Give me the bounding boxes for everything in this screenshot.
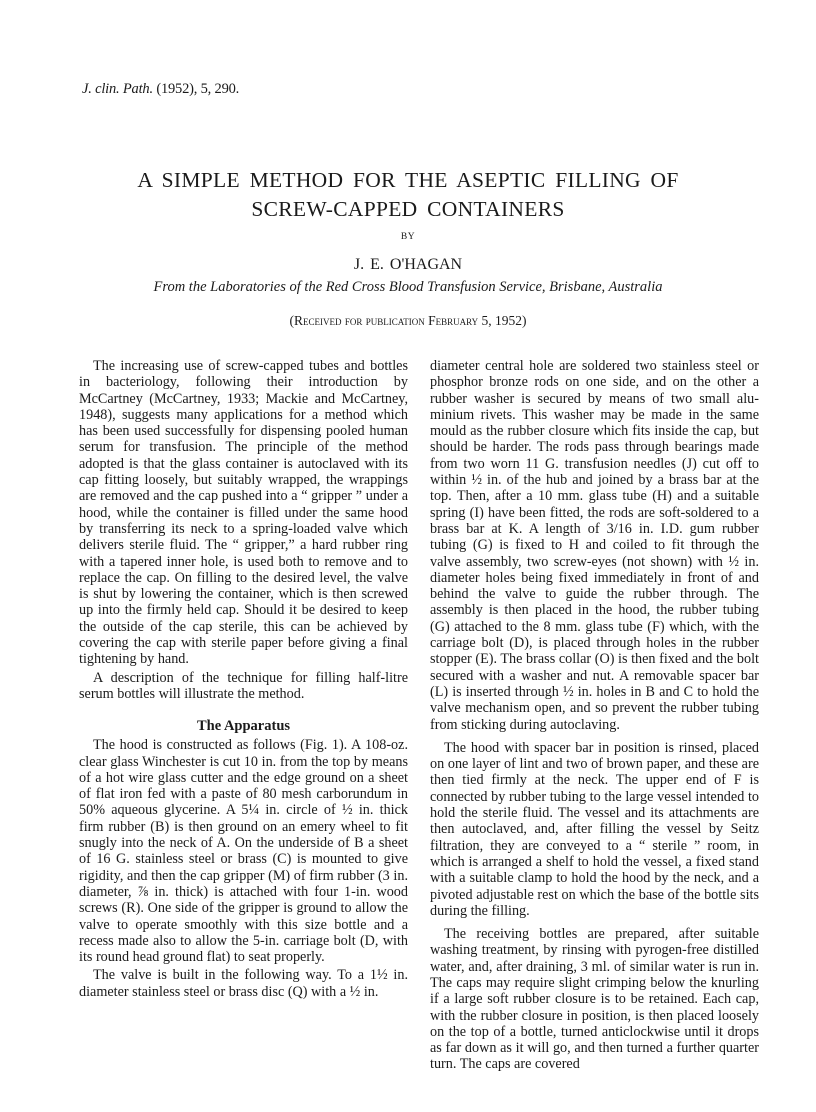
hood-rinse-paragraph: The hood with spacer bar in position is rinsed, placed on one layer of lint and two of brown paper, and these are then tied firmly at the neck. The upper end of F is connected by rubber tubing to the large vessel intended to hold the sterile fluid. The vessel and its attachments are then autoclaved, and, after filling the vessel by Seitz filtration, they are conveyed to a “ sterile ” room, in which is arranged a shelf to hold the vessel, a fixed stand with a suitable clamp to hold the hood by the neck, and a pivoted adjustable rest on which the base of the bottle sits during the filling.: [430, 739, 759, 919]
received-date: (Received for publication February 5, 1952): [289, 313, 527, 328]
author-affiliation: From the Laboratories of the Red Cross Blood Transfusion Service, Brisbane, Australia: [153, 279, 663, 295]
article-title: [0, 166, 816, 224]
right-column: [430, 358, 759, 1073]
left-column: [79, 358, 408, 1000]
citation-journal: J. clin. Path.: [82, 81, 153, 97]
byline-label: BY: [400, 232, 416, 242]
title-line-1: A SIMPLE METHOD FOR THE ASEPTIC FILLING OF: [137, 168, 679, 192]
intro-paragraph: The increasing use of screw-capped tubes and bottles in bacteriology, following their introduction by McCartney (McCartney, 1933; Mackie and McCartney, 1948), suggests many applications for a method which has been used successfully for dispensing pooled human serum for transfusion. The principle of the method adopted is that the glass container is autoclaved with its cap fitting loosely, but suitably wrapped, the wrappings are removed and the cap pushed into a “ gripper ” under a hood, while the container is filled under the same hood by transferring its neck to a spring-loaded valve which delivers sterile fluid. The “ gripper,” a hard rubber ring with a tapered inner hole, is used both to remove and to replace the cap. On filling to the desired level, the valve is shut by lowering the container, which is then screwed up into the firmly held cap. Should it be desired to keep the outside of the cap sterile, this can be achieved by covering the cap with sterile paper before giving a final tightening by hand.: [79, 358, 408, 668]
section-heading-apparatus: The Apparatus: [196, 718, 291, 735]
valve-paragraph-continued: diameter central hole are soldered two stainless steel or phosphor bronze rods on one side, and on the other a rubber washer is secured by means of two small aluminium rivets. This washer may be made in the same mould as the rubber closure which fits inside the cap, but should be harder. The rods pass through bearings made from two worn 11 G. transfusion needles (J) cut off to within ½ in. of the hub and joined by a brass bar at the top. Then, after a 10 mm. glass tube (H) and a suitable spring (I) have been fitted, the rods are soft-soldered to a brass bar at K. A length of 3/16 in. I.D. gum rubber tubing (G) is fixed to H and coiled to fit through the valve assembly, two screw-eyes (not shown) with ½ in. diameter holes being fixed immediately in front of and behind the valve to guide the rubber through. The assembly is then placed in the hood, the rubber tubing (G) attached to the 8 mm. glass tube (F) which, with the carriage bolt (D), is placed through holes in the rubber stopper (E). The brass collar (O) is then fixed and the bolt secured with a washer and nut. A removable spacer bar (L) is inserted through ½ in. holes in B and C to hold the valve mechanism open, and so prevent the rubber tubing from sticking during autoclaving.: [430, 358, 759, 733]
receiving-bottles-paragraph: The receiving bottles are prepared, after suitable washing treatment, by rinsing with pyrogen-free distilled water, and, after draining, 3 ml. of similar water is run in. The caps may require slight crimping below the knurling if a large soft rubber closure is to be retained. Each cap, with the rubber closure in position, is then placed loosely on the top of a bottle, turned anticlockwise until it drops as far down as it will go, and then turned a further quarter turn. The caps are covered: [430, 926, 759, 1073]
apparatus-paragraph-valve: The valve is built in the following way. To a 1½ in. diameter stainless steel or brass disc (Q) with a ½ in.: [79, 967, 408, 1000]
journal-citation: [82, 81, 239, 98]
intro-paragraph-2: A description of the technique for filling half-litre serum bottles will illustrate the method.: [79, 669, 408, 702]
title-line-2: SCREW-CAPPED CONTAINERS: [251, 197, 565, 221]
citation-volume-page: (1952), 5, 290.: [156, 81, 240, 97]
author-name: J. E. O'HAGAN: [353, 256, 463, 273]
apparatus-paragraph-hood: The hood is constructed as follows (Fig. 1). A 108-oz. clear glass Winchester is cut 10 in. from the top by means of a hot wire glass cutter and the edge ground on a sheet of flat iron fed with a paste of 80 mesh carborundum in 50% aqueous glycerine. A 5¼ in. circle of ½ in. thick firm rubber (B) is then ground on an emery wheel to fit snugly into the neck of A. On the underside of B a sheet of 16 G. stainless steel or brass (C) is mounted to give rigidity, and then the cap gripper (M) of firm rubber (3 in. diameter, ⅞ in. thick) is attached with four 1-in. wood screws (R). One side of the gripper is ground to allow the valve to operate smoothly with this size bottle and a recess made also to allow the 5-in. carriage bolt (D, with its round head ground flat) to seat properly.: [79, 737, 408, 966]
